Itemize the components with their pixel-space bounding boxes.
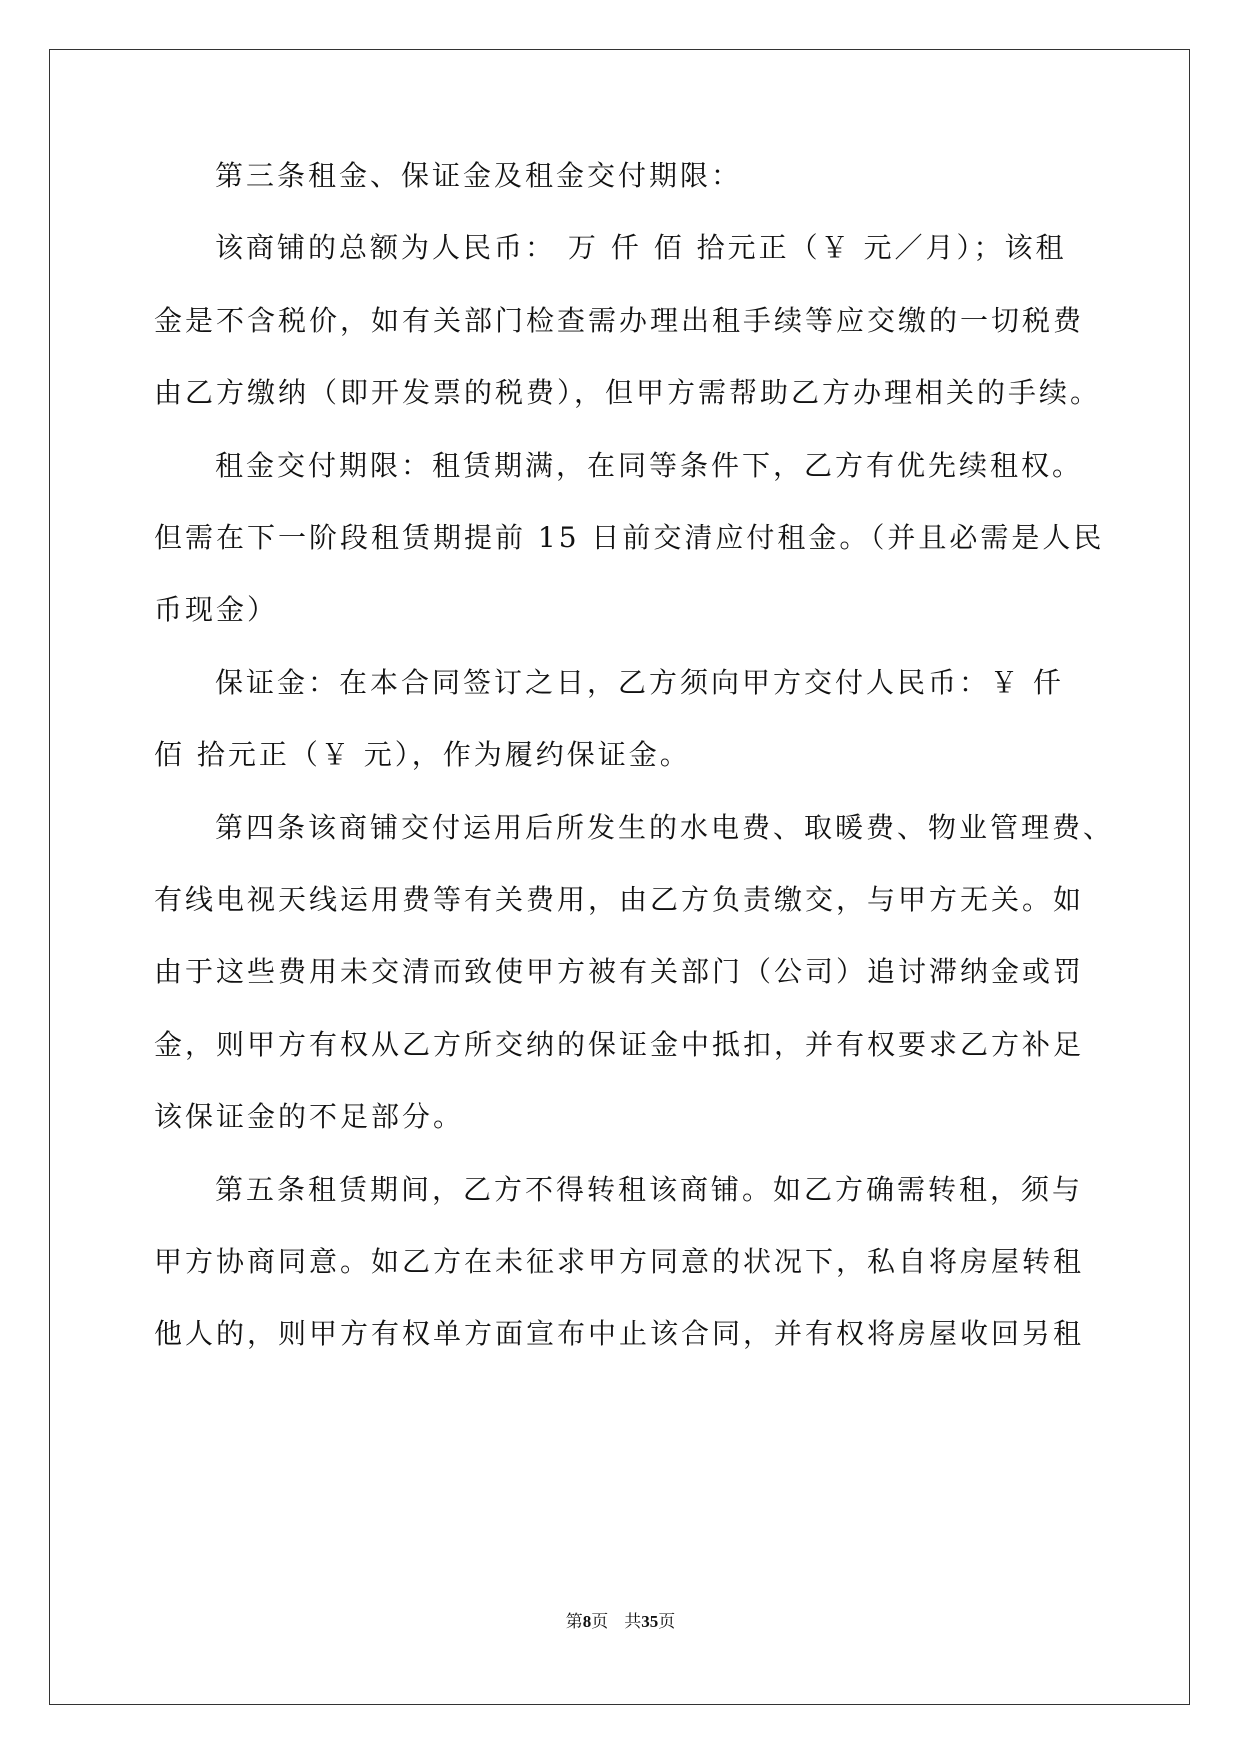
paragraph-line: 该保证金的不足部分。 — [154, 1100, 465, 1133]
paragraph-line: 由于这些费用未交清而致使甲方被有关部门（公司）追讨滞纳金或罚 — [154, 955, 1085, 988]
paragraph-line: 租金交付期限：租赁期满，在同等条件下，乙方有优先续租权。 — [215, 449, 1084, 482]
paragraph-line: 但需在下一阶段租赁期提前 15 日前交清应付租金。（并且必需是人民 — [154, 521, 1105, 554]
page-border — [49, 49, 1190, 1705]
page-footer — [0, 1610, 1241, 1634]
paragraph-line: 该商铺的总额为人民币： 万 仟 佰 拾元正（￥ 元／月）；该租 — [215, 231, 1067, 264]
total-pages-prefix: 共 — [624, 1612, 642, 1632]
total-pages-suffix: 页 — [658, 1612, 676, 1632]
paragraph-line: 币现金） — [154, 593, 279, 626]
page-number-suffix: 页 — [591, 1612, 609, 1632]
page-number: 8 — [582, 1612, 592, 1631]
total-pages: 35 — [641, 1612, 659, 1631]
paragraph-line: 第五条租赁期间，乙方不得转租该商铺。如乙方确需转租，须与 — [215, 1173, 1084, 1206]
paragraph-line: 由乙方缴纳（即开发票的税费），但甲方需帮助乙方办理相关的手续。 — [154, 376, 1102, 409]
paragraph-line: 保证金：在本合同签订之日，乙方须向甲方交付人民币：￥ 仟 — [215, 666, 1064, 699]
paragraph-line: 金是不含税价，如有关部门检查需办理出租手续等应交缴的一切税费 — [154, 304, 1085, 337]
paragraph-line: 有线电视天线运用费等有关费用，由乙方负责缴交，与甲方无关。如 — [154, 883, 1085, 916]
paragraph-line: 金，则甲方有权从乙方所交纳的保证金中抵扣，并有权要求乙方补足 — [154, 1028, 1085, 1061]
paragraph-line: 第三条租金、保证金及租金交付期限： — [215, 159, 743, 192]
page-number-prefix: 第 — [565, 1612, 583, 1632]
paragraph-line: 他人的，则甲方有权单方面宣布中止该合同，并有权将房屋收回另租 — [154, 1317, 1085, 1350]
paragraph-line: 甲方协商同意。如乙方在未征求甲方同意的状况下，私自将房屋转租 — [154, 1245, 1085, 1278]
paragraph-line: 佰 拾元正（￥ 元），作为履约保证金。 — [154, 738, 691, 771]
paragraph-line: 第四条该商铺交付运用后所发生的水电费、取暖费、物业管理费、 — [215, 811, 1115, 844]
